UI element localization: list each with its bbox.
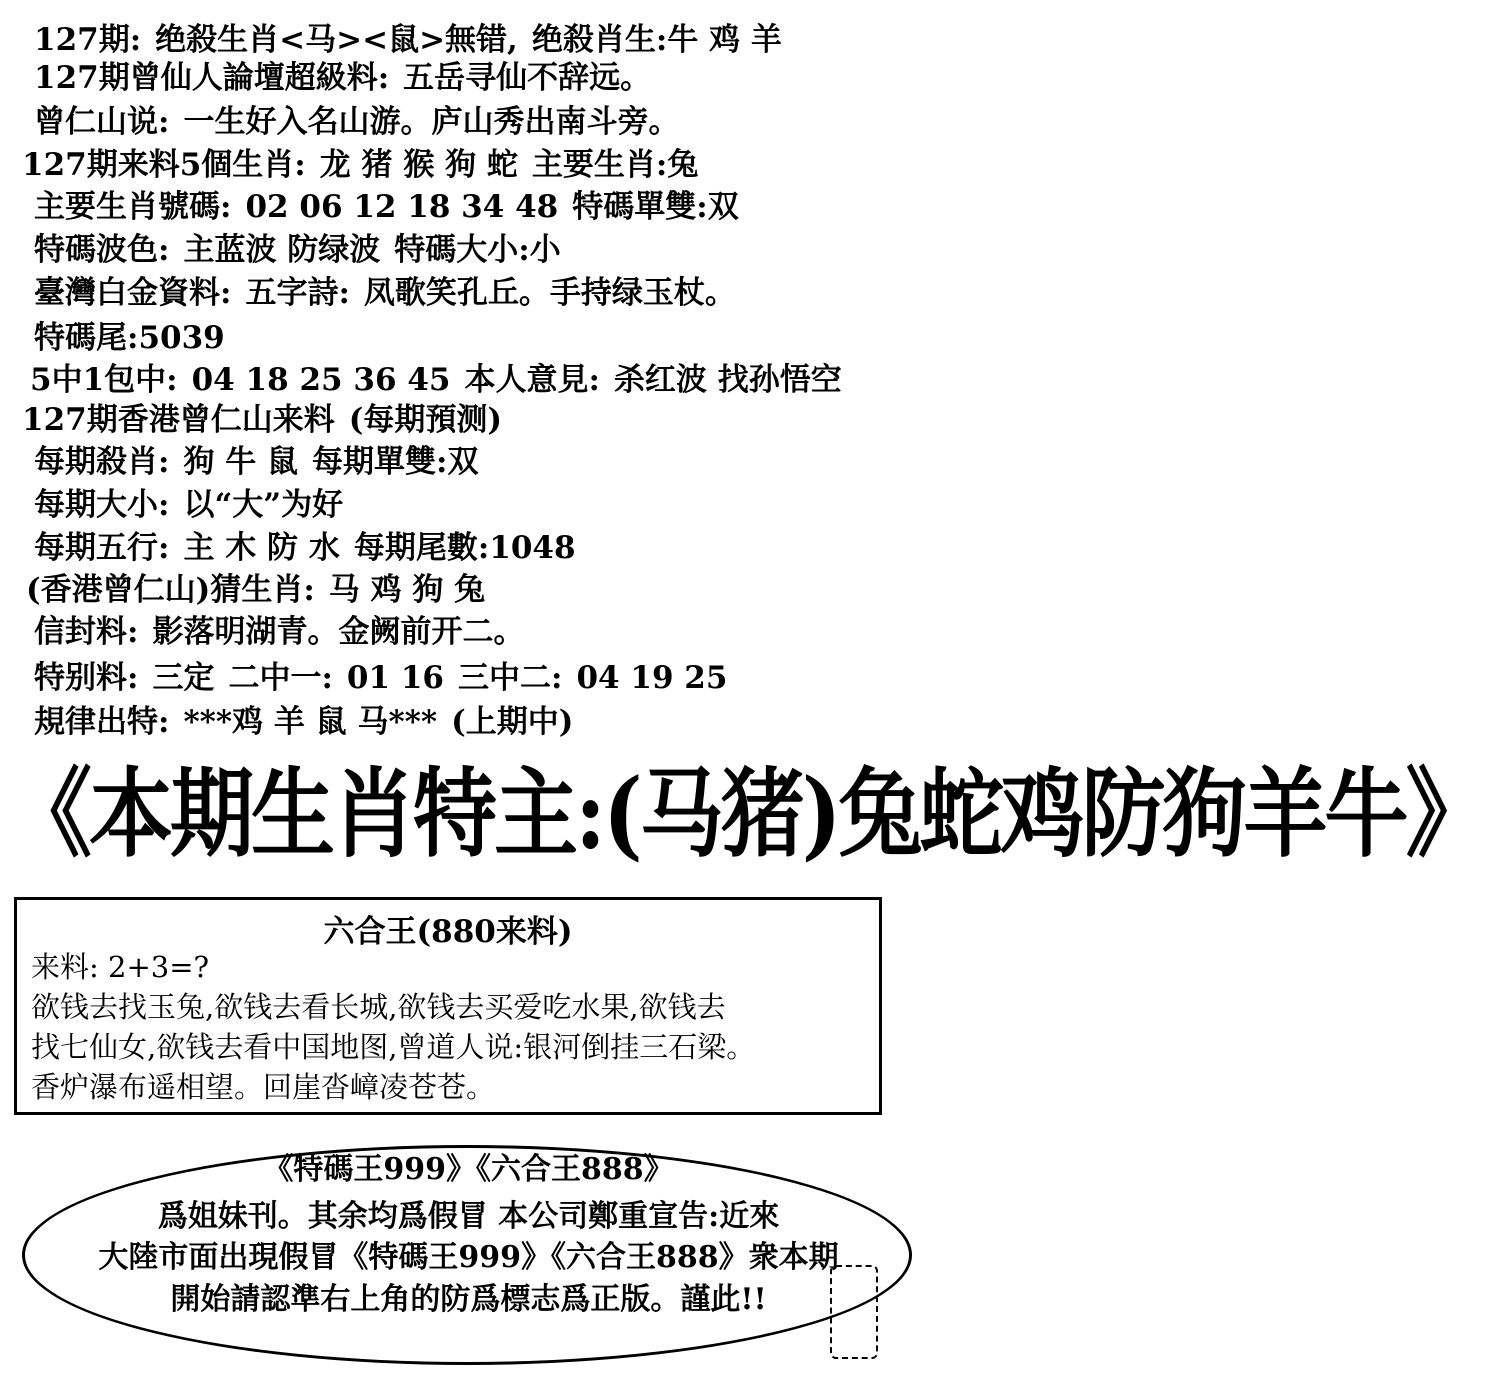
box-line: 来料: 2+3=? <box>31 950 210 984</box>
notice-line: 大陸市面出現假冒《特碼王999》《六合王888》衆本期 <box>98 1240 839 1275</box>
info-line-part: 龙 猪 猴 狗 蛇 <box>319 147 518 183</box>
info-line-part: 04 18 25 36 45 <box>191 362 451 398</box>
info-line-part: 每期大小: <box>34 487 170 523</box>
info-line <box>22 400 516 440</box>
info-line-part: 特别料: <box>34 660 139 696</box>
info-line <box>34 318 239 358</box>
info-line-part: 信封料: <box>34 614 139 650</box>
info-line <box>22 145 712 185</box>
box-line: 找七仙女,欲钱去看中国地图,曾道人说:银河倒挂三石梁。 <box>31 1030 756 1064</box>
info-line <box>34 528 590 568</box>
info-line-part: 影落明湖青。金阙前开二。 <box>152 614 525 650</box>
info-line-part: 曾仁山说: <box>34 104 170 140</box>
info-line-part: 5中1包中: <box>30 362 178 398</box>
info-line-part: 凤歌笑孔丘。手持绿玉杖。 <box>363 275 736 311</box>
info-line-part: 127期: <box>34 22 142 58</box>
info-line-part: 二中一: <box>228 660 333 696</box>
box-line: 香炉瀑布遥相望。回崖沓嶂凌苍苍。 <box>31 1070 496 1104</box>
box-title: 六合王(880来料) <box>323 914 573 950</box>
info-line <box>34 102 693 142</box>
info-line <box>34 230 575 270</box>
info-line <box>26 570 499 610</box>
info-line-part: 主要生肖:兔 <box>531 147 699 183</box>
info-line-part: 马 鸡 狗 兔 <box>328 572 486 608</box>
info-line <box>34 442 493 482</box>
info-line-part: 五岳寻仙不辞远。 <box>403 60 652 96</box>
info-line-part: 127期来料5個生肖: <box>22 147 306 183</box>
info-line <box>34 187 753 227</box>
info-line-part: 01 16 <box>346 660 444 696</box>
box-line: 欲钱去找玉兔,欲钱去看长城,欲钱去买爱吃水果,欲钱去 <box>31 990 726 1024</box>
info-line-part: 主蓝波 防绿波 <box>183 232 381 268</box>
info-line-part: 每期五行: <box>34 530 170 566</box>
info-line-part: (每期預测) <box>348 402 503 438</box>
info-line-part: 臺灣白金資料: <box>34 275 232 311</box>
info-line-part: 三定 <box>152 660 215 696</box>
info-line <box>34 20 796 60</box>
info-line-part: 規律出特: <box>34 704 170 740</box>
info-line <box>34 658 741 698</box>
info-line-part: 特碼波色: <box>34 232 170 268</box>
info-line-part: 04 19 25 <box>576 660 728 696</box>
info-line-part: 绝殺生肖<马><鼠>無错, <box>155 22 518 58</box>
info-line-part: ***鸡 羊 鼠 马*** <box>183 704 438 740</box>
info-line <box>34 702 587 742</box>
info-line-part: 狗 牛 鼠 <box>183 444 299 480</box>
info-line-part: (上期中) <box>451 704 574 740</box>
info-line-part: (香港曾仁山)猜生肖: <box>26 572 315 608</box>
anti-counterfeit-stamp <box>830 1265 878 1359</box>
info-line-part: 每期殺肖: <box>34 444 170 480</box>
info-line <box>34 485 357 525</box>
info-line-part: 主 木 防 水 <box>183 530 340 566</box>
liuhewang-box <box>14 897 882 1115</box>
info-line-part: 以“大”为好 <box>183 487 344 523</box>
info-line-part: 127期曾仙人論壇超級料: <box>34 60 390 96</box>
headline-banner: 《本期生肖特主:(马猪)兔蛇鸡防狗羊牛》 <box>8 756 1487 871</box>
info-line-part: 每期尾數:1048 <box>353 530 576 566</box>
info-line <box>34 612 538 652</box>
info-line-part: 每期單雙:双 <box>312 444 479 480</box>
info-line-part: 特碼尾:5039 <box>34 320 225 356</box>
info-line-part: 杀红波 找孙悟空 <box>613 362 842 398</box>
info-line <box>30 360 856 400</box>
info-line <box>34 273 750 313</box>
info-line-part: 02 06 12 18 34 48 <box>245 189 559 225</box>
info-line-part: 五字詩: <box>245 275 350 311</box>
info-line-part: 127期香港曾仁山来料 <box>22 402 335 438</box>
notice-line: 爲姐妹刊。其余均爲假冒 本公司鄭重宣告:近來 <box>157 1199 780 1234</box>
info-line-part: 本人意見: <box>464 362 600 398</box>
info-line-part: 特碼單雙:双 <box>572 189 739 225</box>
info-line <box>34 58 665 98</box>
notice-line: 《特碼王999》《六合王888》 <box>263 1152 674 1187</box>
info-line-part: 绝殺肖生:牛 鸡 羊 <box>531 22 782 58</box>
info-line-part: 一生好入名山游。庐山秀出南斗旁。 <box>183 104 680 140</box>
info-line-part: 主要生肖號碼: <box>34 189 232 225</box>
notice-line: 開始請認準右上角的防爲標志爲正版。謹此!! <box>170 1282 767 1317</box>
info-line-part: 三中二: <box>457 660 563 696</box>
info-line-part: 特碼大小:小 <box>394 232 561 268</box>
